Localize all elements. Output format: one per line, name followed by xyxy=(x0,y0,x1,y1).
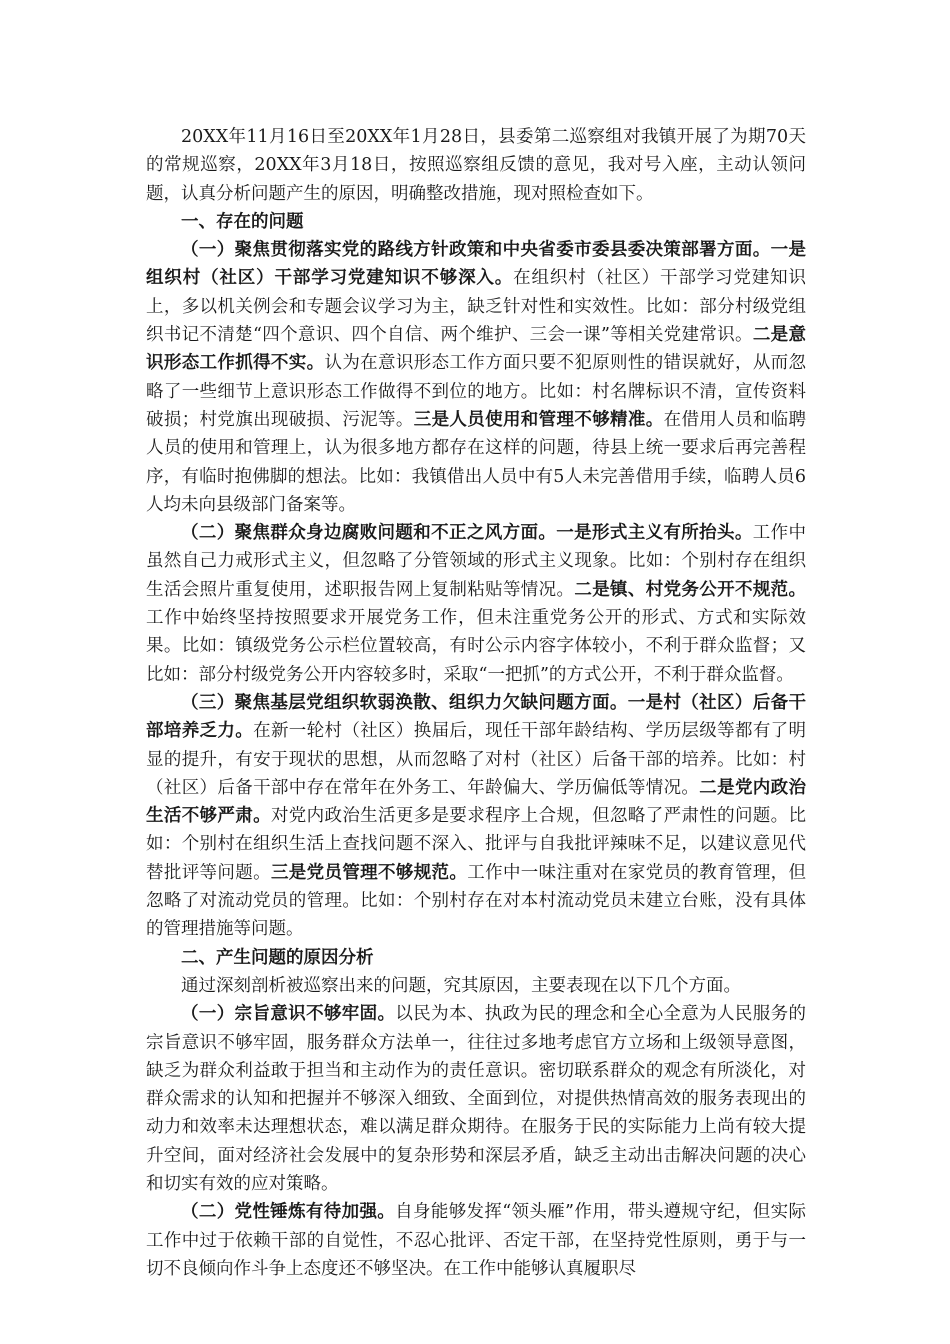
subheading: （二）党性锤炼有待加强。 xyxy=(181,1202,396,1223)
subheading: （二）聚焦群众身边腐败问题和不正之风方面。 xyxy=(181,523,557,544)
section-heading-problems: 一、存在的问题 xyxy=(181,211,304,232)
causes-intro: 通过深刻剖析被巡察出来的问题，究其原因，主要表现在以下几个方面。 xyxy=(181,975,741,996)
bold-point: 一是村（社区）后备干部培养乏力。 xyxy=(146,692,807,742)
bold-point: 二是镇、村党务公开不规范。 xyxy=(574,579,807,600)
section-heading-causes: 二、产生问题的原因分析 xyxy=(181,947,374,968)
bold-point: 二是党内政治生活不够严肃。 xyxy=(146,777,807,827)
document-body xyxy=(146,123,806,1283)
body-text: 以民为本、执政为民的理念和全心全意为人民服务的宗旨意识不够牢固，服务群众方法单一，往往过多地考虑官方立场和上级领导意图，缺乏为群众利益敢于担当和主动作为的责任意识。密切联系群众的观念有所淡化，对群众需求的认知和把握并不够深入细致、全面到位，对提供热情高效的服务表现出的动力和效率未达理想状态，难以满足群众期待。在服务于民的实际能力上尚有较大提升空间，面对经济社会发展中的复杂形势和深层矛盾，缺乏主动出击解决问题的决心和切实有效的应对策略。 xyxy=(146,1004,807,1194)
intro-text: 20XX年11月16日至20XX年1月28日，县委第二巡察组对我镇开展了为期70天的常规巡察，20XX年3月18日，按照巡察组反馈的意见，我对号入座，主动认领问题，认真分析问题产生的原因，明确整改措施，现对照检查如下。 xyxy=(146,127,806,204)
cause-paragraph-1 xyxy=(146,1000,806,1198)
problem-paragraph-3 xyxy=(146,689,806,944)
cause-paragraph-2 xyxy=(146,1198,806,1283)
problem-paragraph-2 xyxy=(146,519,806,689)
intro-paragraph xyxy=(146,123,806,208)
body-text: 在新一轮村（社区）换届后，现任干部年龄结构、学历层级等都有了明显的提升，有安于现状的思想，从而忽略了对村（社区）后备干部的培养。比如：村（社区）后备干部中存在常年在外务工、年龄偏大、学历偏低等情况。 xyxy=(146,721,807,798)
subheading: （一）宗旨意识不够牢固。 xyxy=(181,1004,396,1025)
bold-point: 一是组织村（社区）干部学习党建知识不够深入。 xyxy=(146,240,807,289)
body-text: 自身能够发挥“领头雁”作用，带头遵规守纪，但实际工作中过于依赖干部的自觉性，不忍心批评、否定干部，在坚持党性原则，勇于与一切不良倾向作斗争上态度还不够坚决。在工作中能够认真履职尽 xyxy=(146,1202,806,1279)
body-text: 工作中虽然自己力戒形式主义，但忽略了分管领域的形式主义现象。比如：个别村存在组织生活会照片重复使用，述职报告网上复制粘贴等情况。 xyxy=(146,523,807,600)
bold-point: 二是意识形态工作抓得不实。 xyxy=(146,325,807,374)
body-text: 对党内政治生活更多是要求程序上合规，但忽略了严肃性的问题。比如：个别村在组织生活上查找问题不深入、批评与自我批评辣味不足，以建议意见代替批评等问题。 xyxy=(146,806,807,883)
body-text: 在借用人员和临聘人员的使用和管理上，认为很多地方都存在这样的问题，待县上统一要求后再完善程序，有临时抱佛脚的想法。比如：我镇借出人员中有5人未完善借用手续，临聘人员6人均未向县级部门备案等。 xyxy=(146,409,807,515)
subheading: （一）聚焦贯彻落实党的路线方针政策和中央省委市委县委决策部署方面。 xyxy=(181,240,771,261)
problem-paragraph-1 xyxy=(146,236,806,519)
body-text: 在组织村（社区）干部学习党建知识上，多以机关例会和专题会议学习为主，缺乏针对性和实效性。比如：部分村级党组织书记不清楚“四个意识、四个自信、两个维护、三会一课”等相关党建常识。 xyxy=(146,268,807,346)
bold-point: 一是形式主义有所抬头。 xyxy=(556,523,753,544)
bold-point: 三是党员管理不够规范。 xyxy=(270,862,468,883)
bold-point: 三是人员使用和管理不够精准。 xyxy=(413,409,664,430)
body-text: 工作中一味注重对在家党员的教育管理，但忽略了对流动党员的管理。比如：个别村存在对本村流动党员未建立台账，没有具体的管理措施等问题。 xyxy=(146,862,807,940)
body-text: 工作中始终坚持按照要求开展党务工作，但未注重党务公开的形式、方式和实际效果。比如：镇级党务公示栏位置较高，有时公示内容字体较小，不利于群众监督；又比如：部分村级党务公开内容较多时，采取“一把抓”的方式公开，不利于群众监督。 xyxy=(146,608,806,685)
body-text: 认为在意识形态工作方面只要不犯原则性的错误就好，从而忽略了一些细节上意识形态工作做得不到位的地方。比如：村名牌标识不清，宣传资料破损；村党旗出现破损、污泥等。 xyxy=(146,353,807,430)
subheading: （三）聚焦基层党组织软弱涣散、组织力欠缺问题方面。 xyxy=(181,692,628,713)
